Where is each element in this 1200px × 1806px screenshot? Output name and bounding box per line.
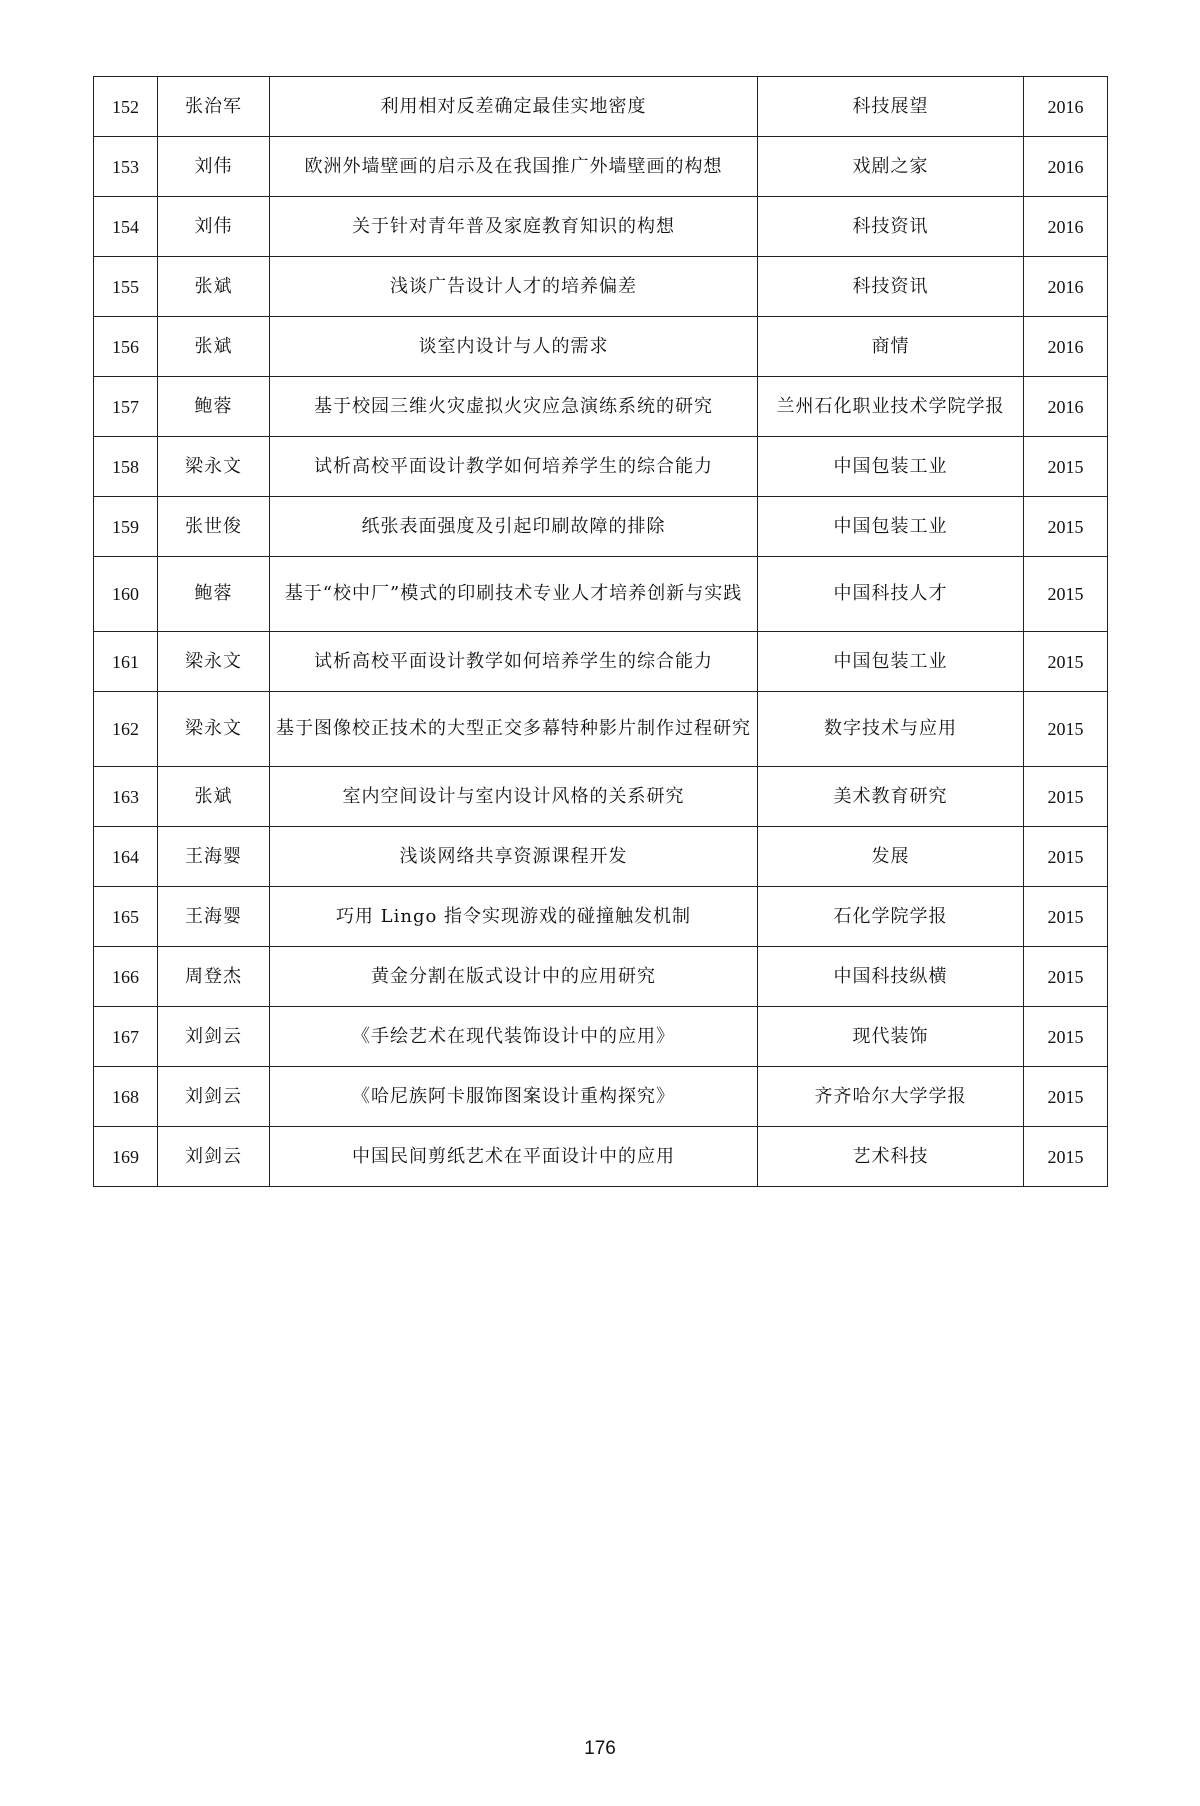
author-name: 张斌 [158, 767, 270, 827]
paper-title: 试析高校平面设计教学如何培养学生的综合能力 [270, 632, 758, 692]
row-number: 159 [94, 497, 158, 557]
paper-title: 浅谈广告设计人才的培养偏差 [270, 257, 758, 317]
author-name: 刘剑云 [158, 1007, 270, 1067]
publication-year: 2016 [1024, 317, 1108, 377]
paper-title: 纸张表面强度及引起印刷故障的排除 [270, 497, 758, 557]
publication-year: 2015 [1024, 632, 1108, 692]
journal-name: 数字技术与应用 [758, 692, 1024, 767]
journal-name: 石化学院学报 [758, 887, 1024, 947]
row-number: 167 [94, 1007, 158, 1067]
publication-year: 2016 [1024, 257, 1108, 317]
author-name: 张斌 [158, 257, 270, 317]
journal-name: 中国科技纵横 [758, 947, 1024, 1007]
author-name: 王海婴 [158, 827, 270, 887]
publication-year: 2015 [1024, 692, 1108, 767]
table-row [94, 947, 1108, 1007]
table-row [94, 827, 1108, 887]
paper-title: 谈室内设计与人的需求 [270, 317, 758, 377]
row-number: 155 [94, 257, 158, 317]
author-name: 刘伟 [158, 137, 270, 197]
row-number: 166 [94, 947, 158, 1007]
publication-year: 2015 [1024, 887, 1108, 947]
publication-year: 2016 [1024, 377, 1108, 437]
author-name: 鲍蓉 [158, 377, 270, 437]
table-row [94, 137, 1108, 197]
author-name: 梁永文 [158, 692, 270, 767]
row-number: 157 [94, 377, 158, 437]
table-row [94, 1067, 1108, 1127]
author-name: 王海婴 [158, 887, 270, 947]
row-number: 161 [94, 632, 158, 692]
journal-name: 科技展望 [758, 77, 1024, 137]
journal-name: 发展 [758, 827, 1024, 887]
paper-title: 关于针对青年普及家庭教育知识的构想 [270, 197, 758, 257]
journal-name: 美术教育研究 [758, 767, 1024, 827]
row-number: 156 [94, 317, 158, 377]
row-number: 160 [94, 557, 158, 632]
page-number: 176 [584, 1738, 616, 1759]
journal-name: 现代装饰 [758, 1007, 1024, 1067]
row-number: 163 [94, 767, 158, 827]
publication-year: 2015 [1024, 497, 1108, 557]
paper-title: 黄金分割在版式设计中的应用研究 [270, 947, 758, 1007]
paper-title: 欧洲外墙壁画的启示及在我国推广外墙壁画的构想 [270, 137, 758, 197]
publication-table [93, 76, 1108, 1187]
author-name: 刘剑云 [158, 1127, 270, 1187]
journal-name: 齐齐哈尔大学学报 [758, 1067, 1024, 1127]
journal-name: 中国科技人才 [758, 557, 1024, 632]
journal-name: 中国包装工业 [758, 632, 1024, 692]
journal-name: 中国包装工业 [758, 497, 1024, 557]
publication-table-body [94, 77, 1108, 1187]
row-number: 165 [94, 887, 158, 947]
row-number: 168 [94, 1067, 158, 1127]
journal-name: 商情 [758, 317, 1024, 377]
author-name: 张斌 [158, 317, 270, 377]
paper-title: 基于“校中厂”模式的印刷技术专业人才培养创新与实践 [270, 557, 758, 632]
journal-name: 科技资讯 [758, 257, 1024, 317]
paper-title: 浅谈网络共享资源课程开发 [270, 827, 758, 887]
journal-name: 戏剧之家 [758, 137, 1024, 197]
publication-year: 2015 [1024, 1067, 1108, 1127]
table-row [94, 437, 1108, 497]
author-name: 张世俊 [158, 497, 270, 557]
row-number: 169 [94, 1127, 158, 1187]
table-row [94, 257, 1108, 317]
author-name: 梁永文 [158, 437, 270, 497]
table-row [94, 632, 1108, 692]
row-number: 158 [94, 437, 158, 497]
journal-name: 兰州石化职业技术学院学报 [758, 377, 1024, 437]
journal-name: 科技资讯 [758, 197, 1024, 257]
paper-title: 室内空间设计与室内设计风格的关系研究 [270, 767, 758, 827]
paper-title: 基于图像校正技术的大型正交多幕特种影片制作过程研究 [270, 692, 758, 767]
author-name: 刘伟 [158, 197, 270, 257]
paper-title: 基于校园三维火灾虚拟火灾应急演练系统的研究 [270, 377, 758, 437]
table-row [94, 692, 1108, 767]
author-name: 周登杰 [158, 947, 270, 1007]
paper-title: 《手绘艺术在现代装饰设计中的应用》 [270, 1007, 758, 1067]
table-row [94, 767, 1108, 827]
paper-title: 巧用 Lingo 指令实现游戏的碰撞触发机制 [270, 887, 758, 947]
author-name: 张治军 [158, 77, 270, 137]
row-number: 154 [94, 197, 158, 257]
journal-name: 艺术科技 [758, 1127, 1024, 1187]
table-row [94, 77, 1108, 137]
table-row [94, 317, 1108, 377]
publication-year: 2016 [1024, 77, 1108, 137]
author-name: 鲍蓉 [158, 557, 270, 632]
publication-year: 2015 [1024, 557, 1108, 632]
publication-year: 2015 [1024, 1127, 1108, 1187]
publication-year: 2016 [1024, 197, 1108, 257]
table-row [94, 887, 1108, 947]
table-row [94, 377, 1108, 437]
paper-title: 《哈尼族阿卡服饰图案设计重构探究》 [270, 1067, 758, 1127]
table-row [94, 1127, 1108, 1187]
row-number: 162 [94, 692, 158, 767]
row-number: 164 [94, 827, 158, 887]
publication-year: 2016 [1024, 137, 1108, 197]
table-row [94, 1007, 1108, 1067]
row-number: 153 [94, 137, 158, 197]
paper-title: 中国民间剪纸艺术在平面设计中的应用 [270, 1127, 758, 1187]
row-number: 152 [94, 77, 158, 137]
journal-name: 中国包装工业 [758, 437, 1024, 497]
author-name: 梁永文 [158, 632, 270, 692]
publication-year: 2015 [1024, 437, 1108, 497]
publication-year: 2015 [1024, 767, 1108, 827]
table-row [94, 497, 1108, 557]
table-row [94, 197, 1108, 257]
paper-title: 试析高校平面设计教学如何培养学生的综合能力 [270, 437, 758, 497]
author-name: 刘剑云 [158, 1067, 270, 1127]
publication-year: 2015 [1024, 1007, 1108, 1067]
publication-year: 2015 [1024, 827, 1108, 887]
publication-year: 2015 [1024, 947, 1108, 1007]
paper-title: 利用相对反差确定最佳实地密度 [270, 77, 758, 137]
table-row [94, 557, 1108, 632]
